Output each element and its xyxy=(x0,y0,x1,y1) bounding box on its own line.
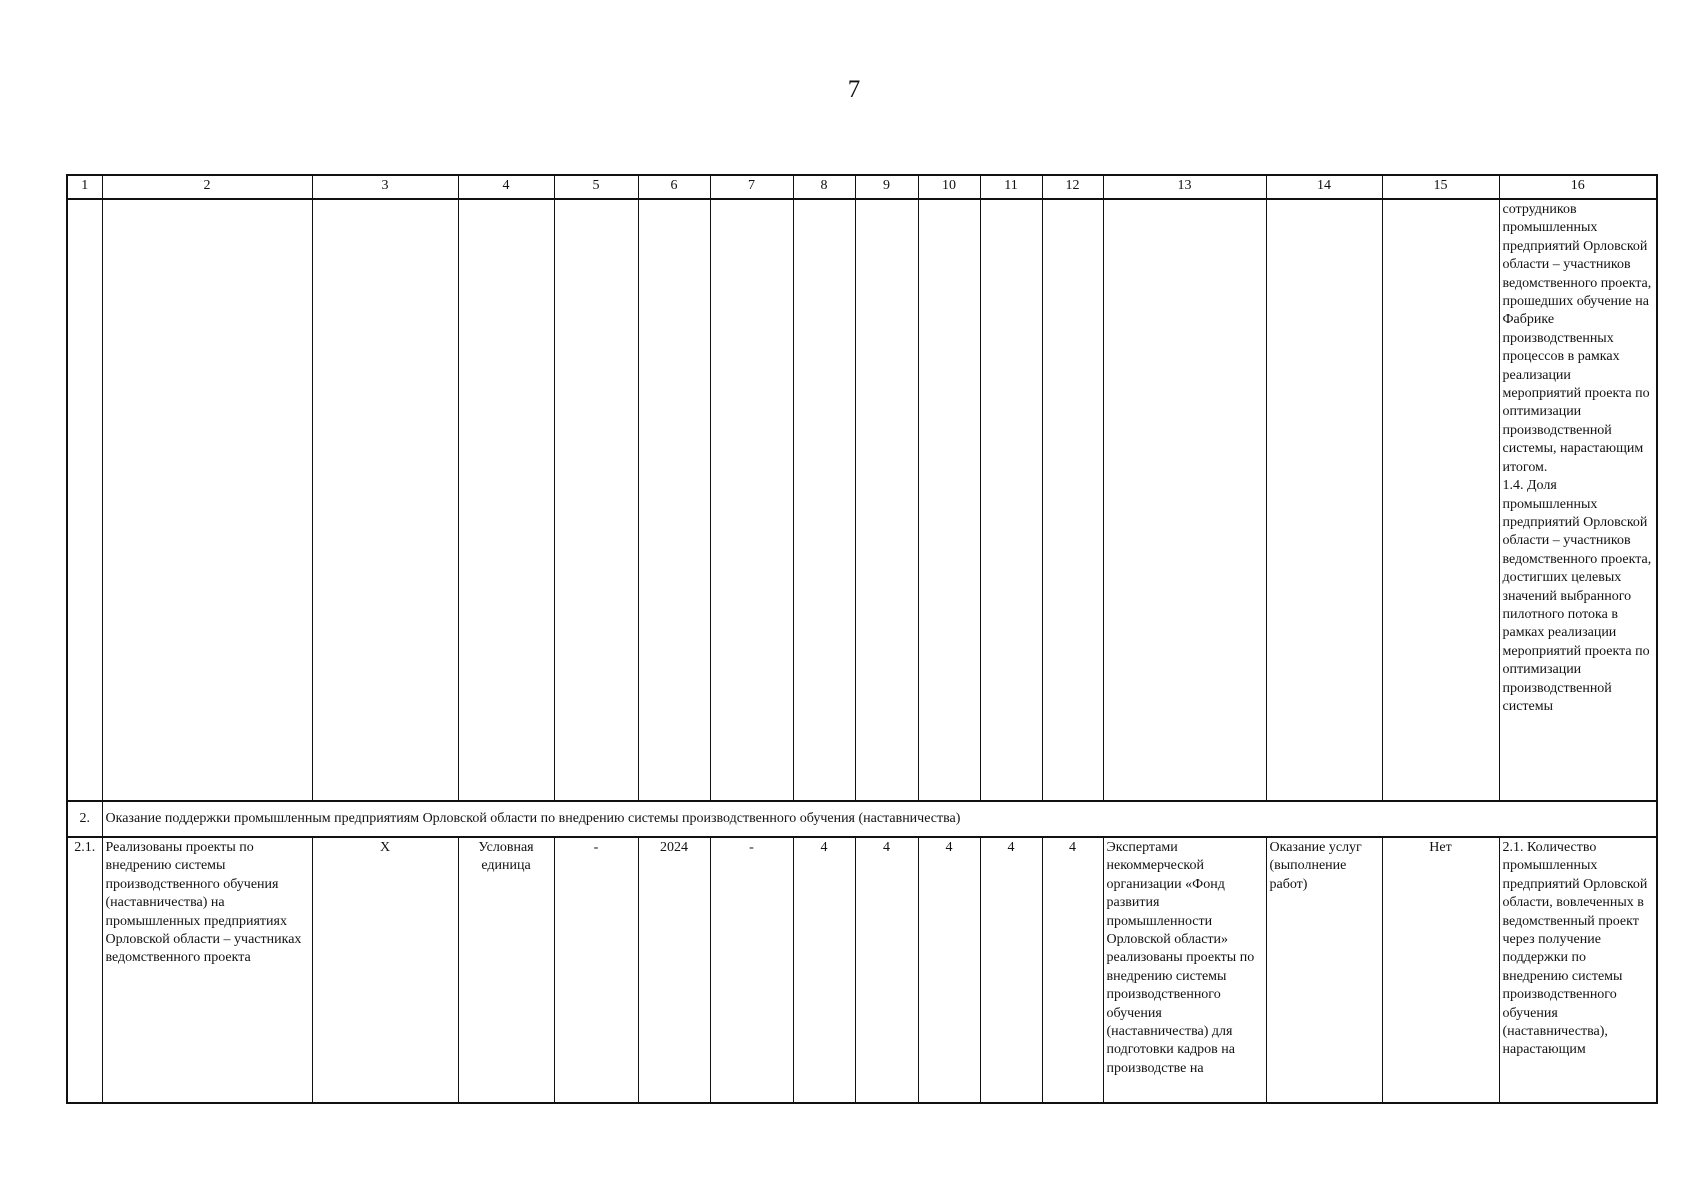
year-cell: 2024 xyxy=(638,837,710,1103)
cell-col7: - xyxy=(710,837,793,1103)
header-cell: 9 xyxy=(855,175,918,199)
cell-col3: X xyxy=(312,837,458,1103)
value-col8: 4 xyxy=(793,837,855,1103)
empty-cell xyxy=(918,199,980,801)
continuation-row xyxy=(67,199,1657,801)
header-cell: 1 xyxy=(67,175,102,199)
value-col11: 4 xyxy=(980,837,1042,1103)
empty-cell xyxy=(102,199,312,801)
header-cell: 10 xyxy=(918,175,980,199)
value-col9: 4 xyxy=(855,837,918,1103)
empty-cell xyxy=(1382,199,1499,801)
data-table xyxy=(66,174,1658,1104)
indicator-continuation-cell: сотрудников промышленных предприятий Орловской области – участников ведомственного проекта, прошедших обучение на Фабрике производственных процессов в рамках реализации мероприятий проекта по оптимизации производственной системы, нарастающим итогом. 1.4. Доля промышленных предприятий Орловской области – участников ведомственного проекта, достигших целевых значений выбранного пилотного потока в рамках реализации мероприятий проекта по оптимизации производственной системы xyxy=(1499,199,1657,801)
header-cell: 15 xyxy=(1382,175,1499,199)
characteristic-cell: Экспертами некоммерческой организации «Фонд развития промышленности Орловской области» реализованы проекты по внедрению системы производственного обучения (наставничества) для подготовки кадров на производстве на xyxy=(1103,837,1266,1103)
cell-col15: Нет xyxy=(1382,837,1499,1103)
empty-cell xyxy=(855,199,918,801)
header-cell: 8 xyxy=(793,175,855,199)
header-cell: 6 xyxy=(638,175,710,199)
header-cell: 7 xyxy=(710,175,793,199)
empty-cell xyxy=(1266,199,1382,801)
header-cell: 2 xyxy=(102,175,312,199)
section-row xyxy=(67,801,1657,837)
empty-cell xyxy=(312,199,458,801)
header-cell: 16 xyxy=(1499,175,1657,199)
page-number: 7 xyxy=(847,76,861,103)
empty-cell xyxy=(710,199,793,801)
empty-cell xyxy=(638,199,710,801)
empty-cell xyxy=(980,199,1042,801)
value-col12: 4 xyxy=(1042,837,1103,1103)
result-name: Реализованы проекты по внедрению системы производственного обучения (наставничества) на промышленных предприятиях Орловской области – участниках ведомственного проекта xyxy=(102,837,312,1103)
section-title: Оказание поддержки промышленным предприятиям Орловской области по внедрению системы производственного обучения (наставничества) xyxy=(102,801,1657,837)
indicator-cell: 2.1. Количество промышленных предприятий Орловской области, вовлеченных в ведомственный проект через получение поддержки по внедрению системы производственного обучения (наставничества), нарастающим xyxy=(1499,837,1657,1103)
empty-cell xyxy=(1103,199,1266,801)
column-number-row xyxy=(67,175,1657,199)
section-number: 2. xyxy=(67,801,102,837)
value-col10: 4 xyxy=(918,837,980,1103)
empty-cell xyxy=(67,199,102,801)
table-row xyxy=(67,837,1657,1103)
header-cell: 3 xyxy=(312,175,458,199)
header-cell: 13 xyxy=(1103,175,1266,199)
header-cell: 4 xyxy=(458,175,554,199)
unit-cell: Условная единица xyxy=(458,837,554,1103)
empty-cell xyxy=(1042,199,1103,801)
header-cell: 11 xyxy=(980,175,1042,199)
empty-cell xyxy=(554,199,638,801)
row-number: 2.1. xyxy=(67,837,102,1103)
empty-cell xyxy=(458,199,554,801)
result-type-cell: Оказание услуг (выполнение работ) xyxy=(1266,837,1382,1103)
cell-col5: - xyxy=(554,837,638,1103)
header-cell: 14 xyxy=(1266,175,1382,199)
header-cell: 12 xyxy=(1042,175,1103,199)
header-cell: 5 xyxy=(554,175,638,199)
empty-cell xyxy=(793,199,855,801)
